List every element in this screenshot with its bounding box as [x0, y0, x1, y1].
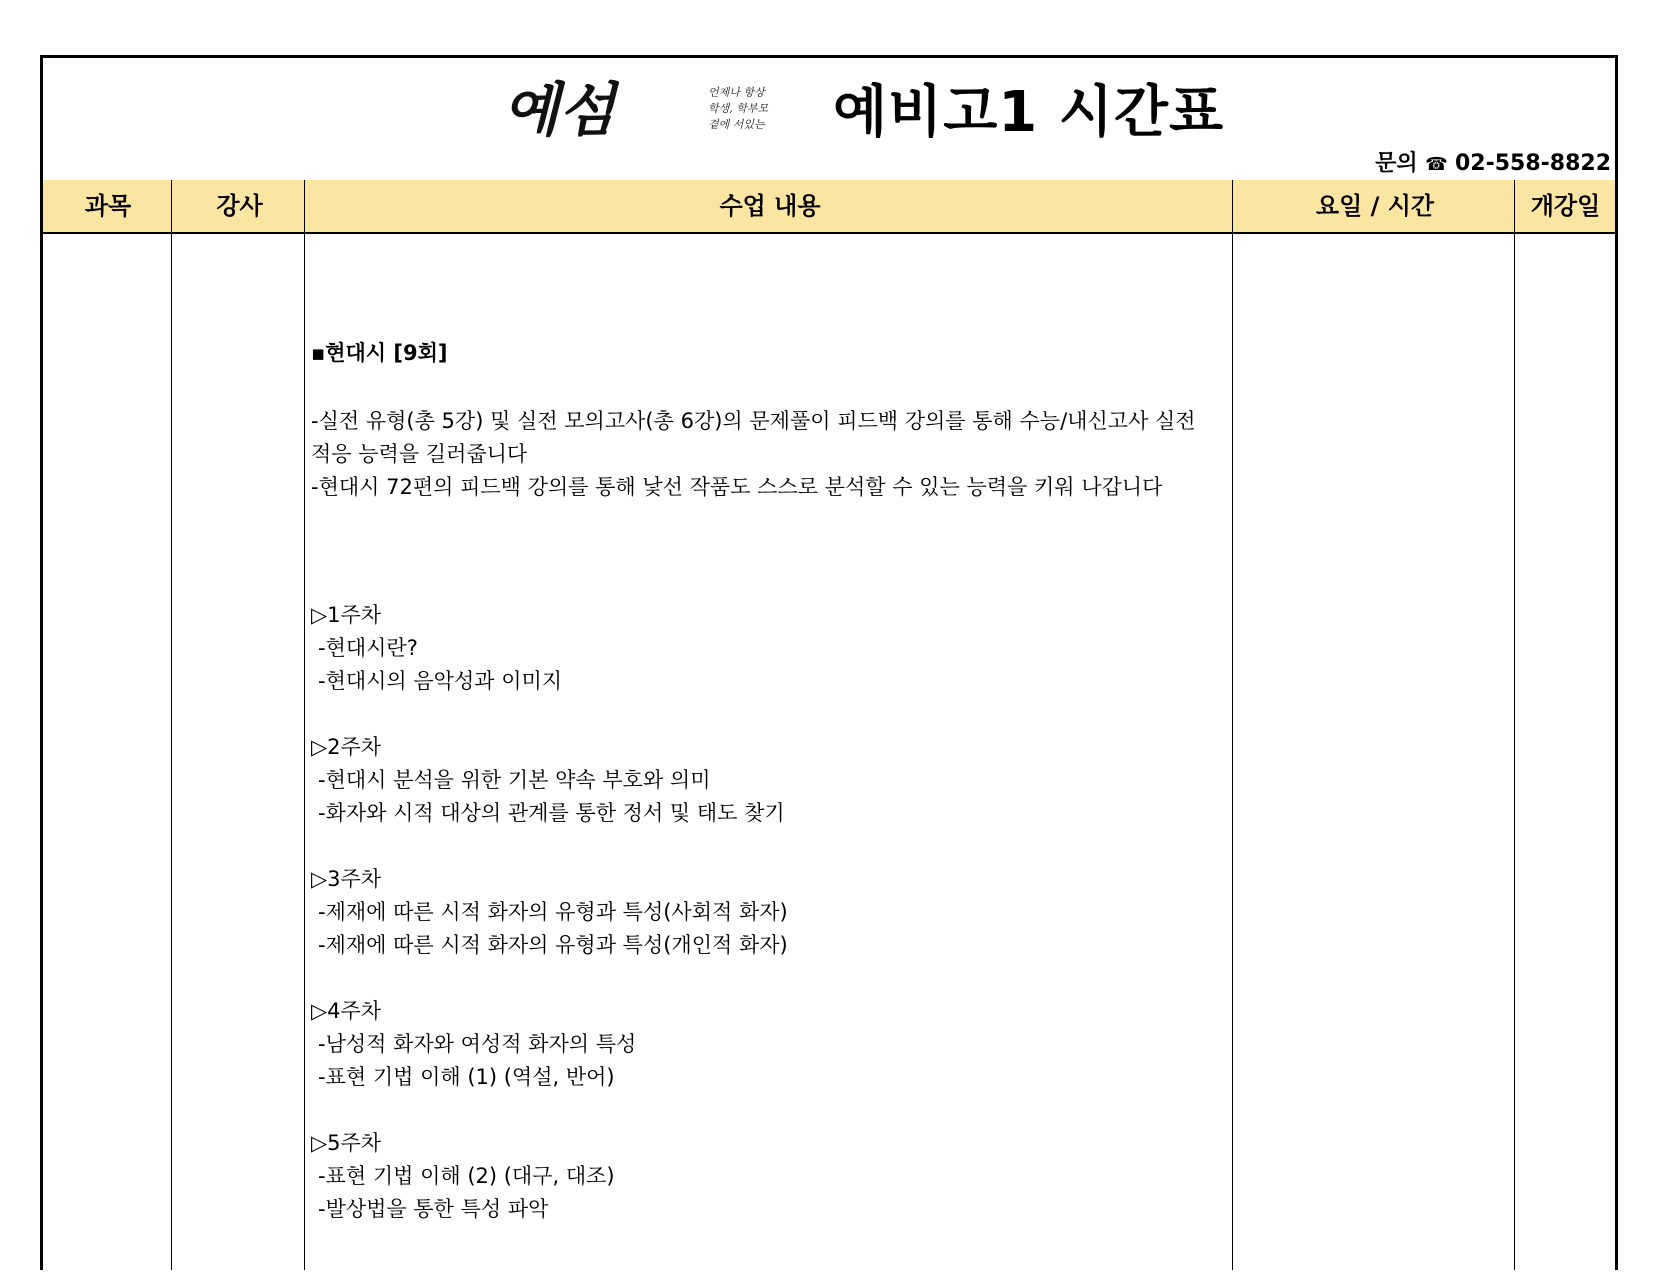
weekly-plan — [311, 599, 1211, 1259]
week-item: -제재에 따른 시적 화자의 유형과 특성(사회적 화자) — [318, 900, 788, 924]
column-divider — [1232, 180, 1233, 1270]
week-block — [311, 731, 1211, 863]
column-header-start-date: 개강일 — [1530, 192, 1601, 220]
yeseom-logo — [503, 68, 833, 152]
logo-wordmark: 예섬 — [503, 76, 616, 144]
column-divider — [171, 180, 172, 1270]
contact-phone: 02-558-8822 — [1454, 151, 1611, 176]
week-title: ▷1주차 — [311, 603, 382, 627]
course-content-cell — [311, 232, 1231, 1273]
week-item: -표현 기법 이해 (1) (역설, 반어) — [318, 1065, 615, 1089]
description-line: -실전 유형(총 5강) 및 실전 모의고사(총 6강)의 문제풀이 피드백 강의를 통해 수능/내신고사 실전 적응 능력을 길러줍니다 — [311, 409, 1196, 466]
column-header-content: 수업 내용 — [719, 192, 821, 220]
week-title: ▷5주차 — [311, 1131, 382, 1155]
contact-info — [1375, 146, 1611, 177]
section-title: ▪현대시 [9회] — [311, 341, 448, 365]
week-block — [311, 863, 1211, 995]
week-item: -제재에 따른 시적 화자의 유형과 특성(개인적 화자) — [318, 933, 788, 957]
week-item: -화자와 시적 대상의 관계를 통한 정서 및 태도 찾기 — [318, 801, 785, 825]
column-divider — [304, 180, 305, 1270]
description-line: -현대시 72편의 피드백 강의를 통해 낯선 작품도 스스로 분석할 수 있는 능력을 키워 나갑니다 — [311, 475, 1163, 499]
title-area — [43, 58, 1615, 182]
column-header-subject: 과목 — [84, 192, 132, 220]
week-title: ▷4주차 — [311, 999, 382, 1023]
week-block — [311, 1127, 1211, 1259]
week-item: -남성적 화자와 여성적 화자의 특성 — [318, 1032, 637, 1056]
week-item: -현대시 분석을 위한 기본 약속 부호와 의미 — [318, 768, 711, 792]
week-item: -현대시란? — [318, 636, 418, 660]
course-description — [311, 405, 1211, 504]
telephone-icon: ☎ — [1425, 154, 1448, 175]
week-title: ▷2주차 — [311, 735, 382, 759]
week-item: -발상법을 통한 특성 파악 — [318, 1197, 549, 1221]
week-title: ▷3주차 — [311, 867, 382, 891]
week-block — [311, 599, 1211, 731]
column-header-teacher: 강사 — [216, 192, 263, 220]
column-header-schedule: 요일 / 시간 — [1315, 192, 1435, 220]
logo-tagline-2: 학생, 학부모 — [708, 102, 769, 115]
logo-tagline-3: 곁에 서있는 — [708, 118, 765, 131]
week-item: -표현 기법 이해 (2) (대구, 대조) — [318, 1164, 615, 1188]
contact-label: 문의 — [1375, 151, 1418, 176]
page-title: 예비고1 시간표 — [833, 80, 1225, 145]
week-item: -현대시의 음악성과 이미지 — [318, 669, 563, 693]
table-header-row — [43, 180, 1615, 234]
logo-tagline-1: 언제나 항상 — [708, 86, 765, 99]
column-divider — [1514, 180, 1515, 1270]
week-block — [311, 995, 1211, 1127]
timetable-sheet — [40, 55, 1618, 1270]
